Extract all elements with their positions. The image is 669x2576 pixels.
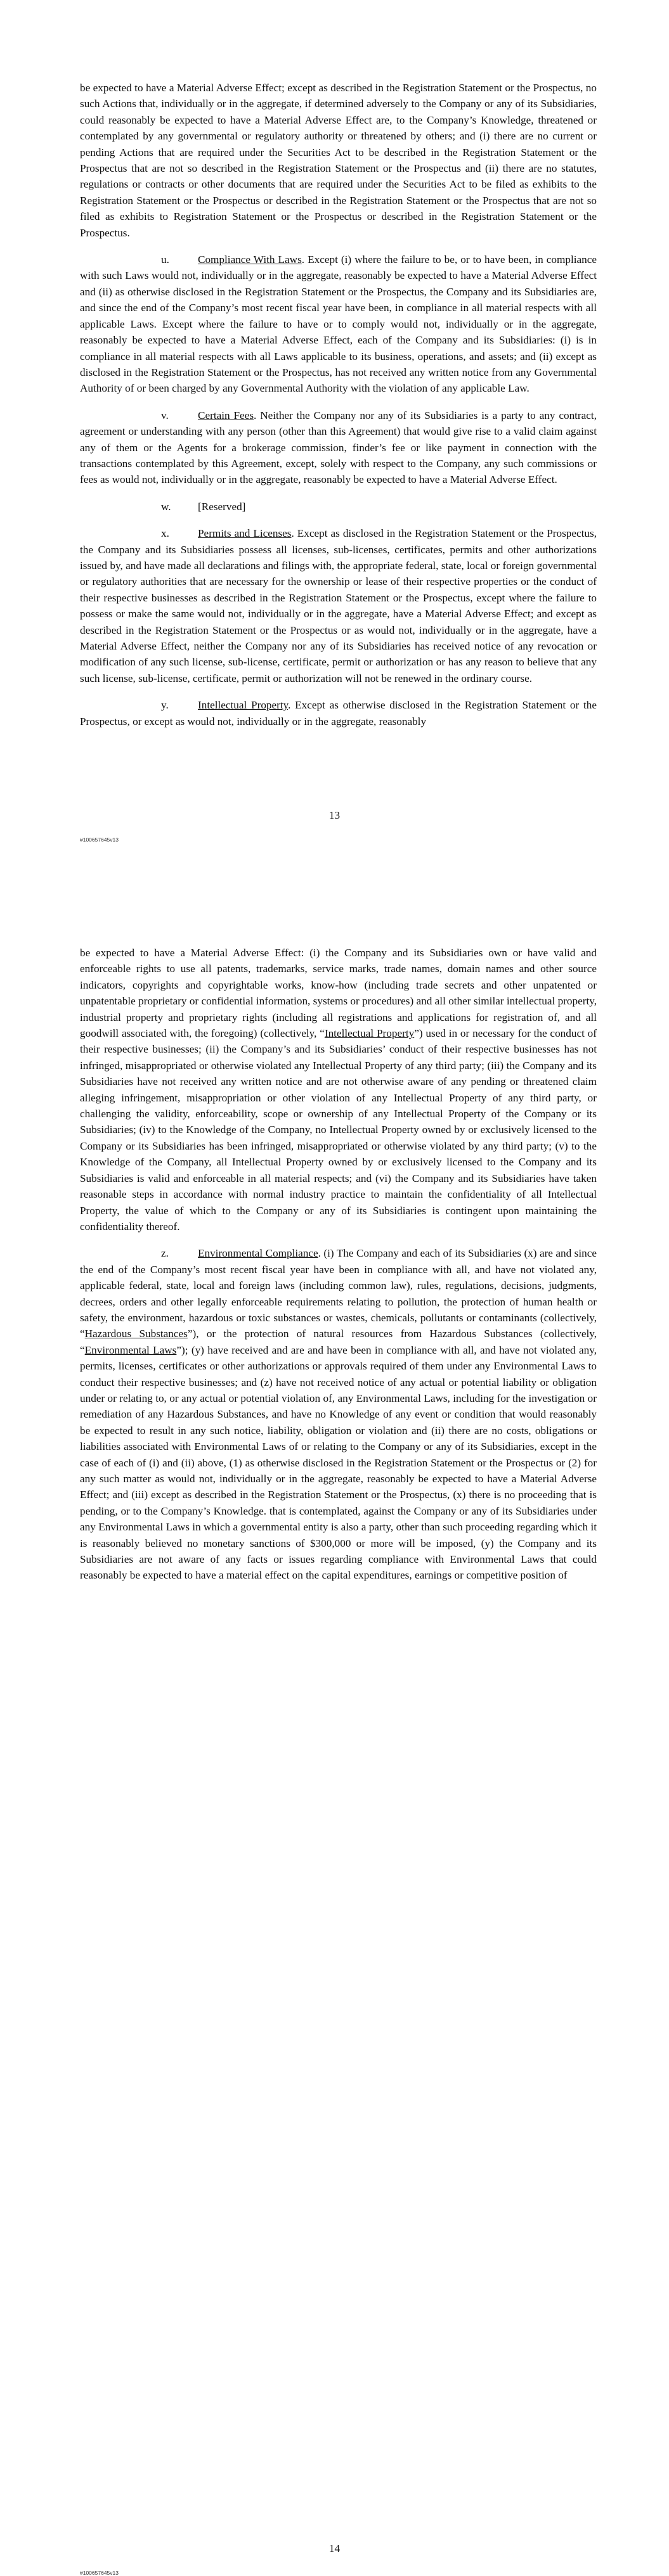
page-13 — [0, 0, 669, 865]
section-text: . Neither the Company nor any of its Subsidiaries is a party to any contract, agreement or understanding with any person (other than this Agreement) that would give rise to a valid claim against any of them or the Agents for a brokerage commission, finder’s fee or like payment in connection with the transactions contemplated by this Agreement, except, solely with respect to the Company, any such commissions or fees as would not, individually or in the aggregate, reasonably be expected to have a Material Adverse Effect. — [80, 409, 597, 486]
paragraph-intro: be expected to have a Material Adverse Effect; except as described in the Registration Statement or the Prospectus, no such Actions that, individually or in the aggregate, if determined adversely to the Company or any of its Subsidiaries, could reasonably be expected to have a Material Adverse Effect are, to the Company’s Knowledge, threatened or contemplated by any governmental or regulatory authority or threatened by others; and (i) there are no current or pending Actions that are required under the Securities Act to be described in the Registration Statement or the Prospectus that are not so described in the Registration Statement or the Prospectus and (ii) there are no statutes, regulations or contracts or other documents that are required under the Securities Act to be filed as exhibits to the Registration Statement or the Prospectus or described in the Registration Statement or the Prospectus that are not so filed as exhibits to Registration Statement or the Prospectus or described in the Registration Statement or the Prospectus. — [80, 82, 597, 239]
section-w — [80, 499, 597, 515]
section-v — [80, 407, 597, 488]
paragraph-intellectual-property-continued — [80, 945, 597, 1234]
defined-term: Intellectual Property — [324, 1027, 415, 1040]
defined-term: Hazardous Substances — [84, 1328, 188, 1340]
page-number: 14 — [328, 2542, 341, 2554]
section-number: y. — [161, 699, 169, 712]
section-text: . Except as otherwise disclosed in the Registration Statement or the Prospectus, or except as would not, individually or in the aggregate, reasonably — [80, 699, 597, 727]
document-id: #100657645v13 — [80, 836, 119, 843]
section-title: Certain Fees — [198, 409, 254, 421]
section-number: x. — [161, 527, 169, 540]
section-title: Intellectual Property — [198, 699, 289, 712]
page-14 — [0, 865, 669, 2576]
section-title: Permits and Licenses — [198, 527, 292, 540]
page-14-body — [80, 945, 597, 1594]
section-y — [80, 697, 597, 729]
section-title: Environmental Compliance — [198, 1247, 318, 1260]
section-text: [Reserved] — [198, 500, 246, 513]
text-run: ”), or the protection of natural resources from Hazardous Substances (collectively, “ — [80, 1328, 597, 1356]
section-number: w. — [161, 500, 171, 513]
section-number: z. — [161, 1247, 169, 1260]
text-run: ”); (y) have received and are and have been in compliance with all, and have not violated any, permits, licenses, certificates or other authorizations or approvals required of them under any Environmental Laws to conduct their respective businesses; and (z) have not received notice of any actual or potential liability or obligation under or relating to, or any actual or potential violation of, any Environmental Laws, including for the investigation or remediation of any Hazardous Substances, and have no Knowledge of any event or condition that would reasonably be expected to result in any such notice, liability, obligation or violation and (ii) there are no costs, obligations or liabilities associated with Environmental Laws of or relating to the Company or any of its Subsidiaries, except in the case of each of (i) and (ii) above, (1) as otherwise disclosed in the Registration Statement or the Prospectus or (2) for any such matter as would not, individually or in the aggregate, reasonably be expected to have a Material Adverse Effect; and (iii) except as described in the Registration Statement or the Prospectus, (x) there is no proceeding that is pending, or to the Company’s Knowledge. that is contemplated, against the Company or any of its Subsidiaries under any Environmental Laws in which a governmental entity is also a party, other than such proceeding regarding which it is reasonably believed no monetary sanctions of $300,000 or more will be imposed, (y) the Company and its Subsidiaries are not aware of any facts or issues regarding compliance with Environmental Laws that could reasonably be expected to have a material effect on the capital expenditures, earnings or competitive position of — [80, 1343, 597, 1582]
page-13-body — [80, 80, 597, 740]
defined-term: Environmental Laws — [84, 1343, 177, 1356]
text-run: ”) used in or necessary for the conduct of their respective businesses; (ii) the Company’s and its Subsidiaries’ conduct of their respective businesses has not infringed, misappropriated or otherwise violated any Intellectual Property of any third party; (iii) the Company and its Subsidiaries have not received any written notice and are not otherwise aware of any pending or threatened claim alleging infringement, misappropriation or other violation of any Intellectual Property of any third party, or challenging the validity, enforceability, scope or ownership of any Intellectual Property of the Company or its Subsidiaries; (iv) to the Knowledge of the Company, no Intellectual Property owned by or exclusively licensed to the Company or its Subsidiaries has been infringed, misappropriated or otherwise violated by any third party; (v) to the Knowledge of the Company, all Intellectual Property owned by or exclusively licensed to the Company and its Subsidiaries is valid and enforceable in all material respects; and (vi) the Company and its Subsidiaries have taken reasonable steps in accordance with normal industry practice to maintain the confidentiality of all Intellectual Property, the value of which to the Company or any of its Subsidiaries is contingent upon maintaining the confidentiality thereof. — [80, 1027, 597, 1233]
section-number: v. — [161, 409, 169, 421]
text-run: be expected to have a Material Adverse Effect: (i) the Company and its Subsidiaries own or have valid and enforceable rights to use all patents, trademarks, service marks, trade names, domain names and other source indicators, copyrights and copyrightable works, know-how (including trade secrets and other unpatented or unpatentable proprietary or confidential information, systems or procedures) and all other similar intellectual property, industrial property and proprietary rights (including all registrations and applications for registration of, and all goodwill associated with, the foregoing) (collectively, “ — [80, 947, 597, 1040]
section-x — [80, 525, 597, 686]
section-z — [80, 1245, 597, 1584]
section-u — [80, 252, 597, 397]
text-run: . (i) The Company and each of its Subsidiaries (x) are and since the end of the Company’s most recent fiscal year have been in compliance with all, and have not violated any, applicable federal, state, local and foreign laws (including common law), rules, regulations, decisions, judgments, decrees, orders and other legally enforceable requirements relating to pollution, the protection of human health or safety, the environment, hazardous or toxic substances or wastes, chemicals, pollutants or contaminants (collectively, “ — [80, 1247, 597, 1340]
document-id: #100657645v13 — [80, 2570, 119, 2576]
section-title: Compliance With Laws — [198, 253, 302, 266]
page-number: 13 — [328, 809, 341, 821]
section-number: u. — [161, 253, 169, 266]
section-text: . Except as disclosed in the Registration Statement or the Prospectus, the Company and its Subsidiaries possess all licenses, sub-licenses, certificates, permits and other authorizations issued by, and have made all declarations and filings with, the appropriate federal, state, local or foreign governmental or regulatory authorities that are necessary for the ownership or lease of their respective properties or the conduct of their respective businesses as described in the Registration Statement or the Prospectus, except where the failure to possess or make the same would not, individually or in the aggregate, have a Material Adverse Effect; and except as described in the Registration Statement or the Prospectus or as would not, individually or in the aggregate, have a Material Adverse Effect, neither the Company nor any of its Subsidiaries has received notice of any revocation or modification of any such license, sub-license, certificate, permit or authorization or has any reason to believe that any such license, sub-license, certificate, permit or authorization will not be renewed in the ordinary course. — [80, 527, 597, 684]
section-text: . Except (i) where the failure to be, or to have been, in compliance with such Laws would not, individually or in the aggregate, reasonably be expected to have a Material Adverse Effect and (ii) as otherwise disclosed in the Registration Statement or the Prospectus, the Company and its Subsidiaries are, and since the end of the Company’s most recent fiscal year have been, in compliance in all material respects with all applicable Laws. Except where the failure to have or to comply would not, individually or in the aggregate, reasonably be expected to have a Material Adverse Effect, each of the Company and its Subsidiaries: (i) is in compliance in all material respects with all Laws applicable to its business, operations, and assets; and (ii) except as disclosed in the Registration Statement or the Prospectus, has not received any written notice from any Governmental Authority of or been charged by any Governmental Authority with the violation of any applicable Law. — [80, 253, 597, 395]
